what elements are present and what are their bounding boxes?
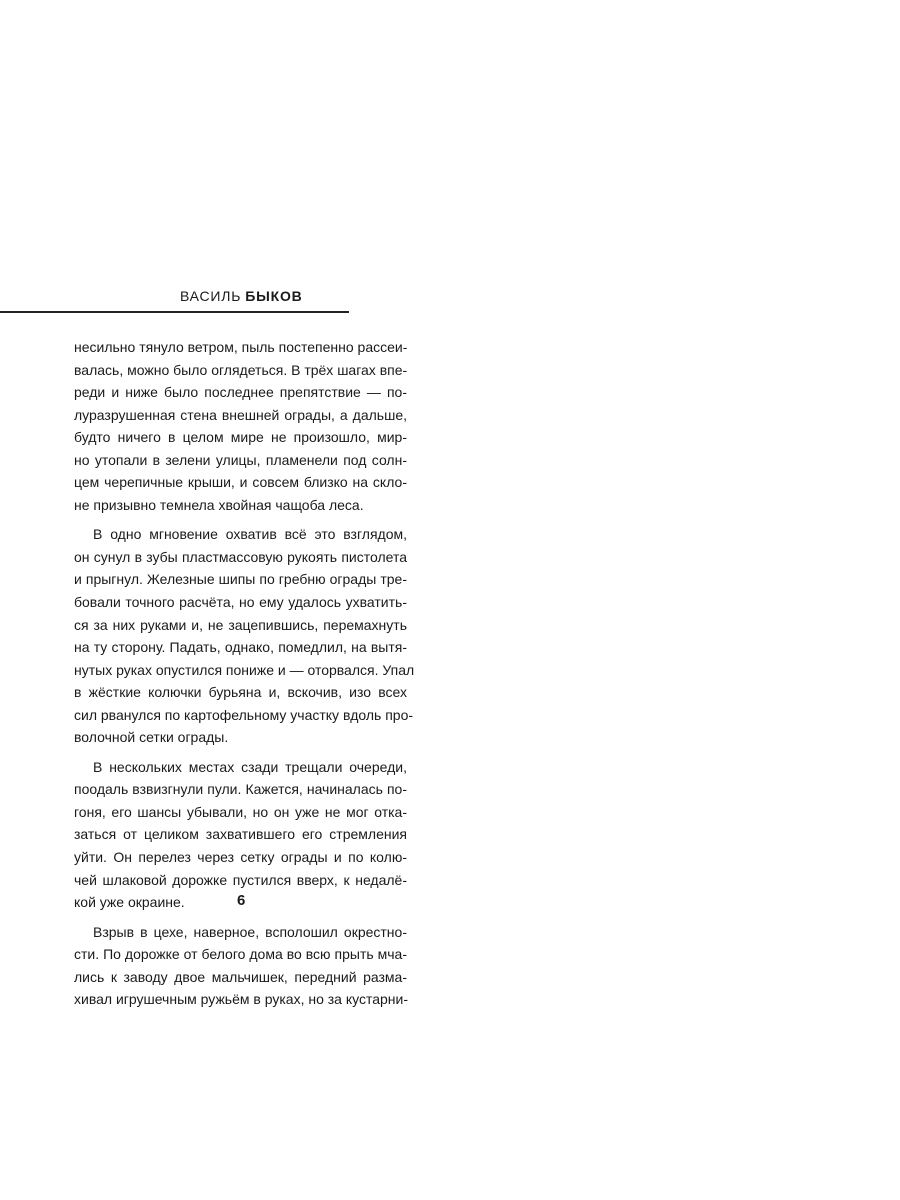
left-page-text (74, 336, 415, 1018)
text-line: будто ничего в целом мире не произошло, мир- (74, 429, 407, 446)
text-line: Взрыв в цехе, наверное, всполошил окрестно- (93, 923, 407, 940)
text-line: хивал игрушечным ружьём в руках, но за кустарни- (74, 991, 409, 1008)
text-line: уйти. Он перелез через сетку ограды и по колю- (74, 849, 407, 866)
text-line: несильно тянуло ветром, пыль постепенно рассеи- (74, 339, 408, 355)
right-page (450, 0, 900, 1200)
text-line: сил рванулся по картофельному участку вдоль про- (74, 706, 414, 723)
text-line: гоня, его шансы убывали, но он уже не мог отка- (74, 803, 407, 820)
text-line: на ту сторону. Падать, однако, помедлил, на вытя- (74, 639, 407, 656)
text-line: не призывно темнела хвойная чащоба леса. (74, 496, 364, 513)
text-line: нутых руках опустился пониже и — оторвался. Упал (74, 661, 415, 678)
text-line: реди и ниже было последнее препятствие — по- (74, 384, 407, 401)
author-first-name: ВАСИЛЬ (180, 288, 242, 304)
text-line: ся за них руками и, не зацепившись, перемахнуть (74, 616, 407, 633)
text-line: валась, можно было оглядеться. В трёх шагах впе- (74, 361, 408, 378)
text-line: лись к заводу двое мальчишек, передний разма- (74, 968, 407, 985)
text-line: и прыгнул. Железные шипы по гребню ограды тре- (74, 571, 407, 588)
page-number: 6 (237, 892, 246, 909)
text-line: заться от целиком захватившего его стремления (74, 826, 407, 843)
author-last-name: БЫКОВ (245, 288, 303, 304)
text-line: но утопали в зелени улицы, пламенели под солн- (74, 451, 407, 468)
text-line: в жёсткие колючки бурьяна и, вскочив, изо всех (74, 684, 407, 701)
text-line: луразрушенная стена внешней ограды, а дальше, (74, 406, 407, 423)
text-line: бовали точного расчёта, но ему удалось ухватить- (74, 594, 407, 611)
paragraph (74, 523, 415, 748)
text-line: сти. По дорожке от белого дома во всю прыть мча- (74, 946, 407, 963)
text-line: он сунул в зубы пластмассовую рукоять пистолета (74, 548, 407, 565)
text-line: кой уже окраине. (74, 894, 185, 911)
text-line: В одно мгновение охватив всё это взглядом, (93, 526, 407, 543)
header-rule (0, 311, 349, 313)
text-line: волочной сетки ограды. (74, 729, 229, 746)
paragraph (74, 921, 407, 1011)
text-line: цем черепичные крыши, и совсем близко на скло- (74, 474, 407, 491)
paragraph (74, 756, 407, 914)
paragraph (74, 336, 407, 516)
running-head-author (180, 288, 303, 304)
text-line: В нескольких местах сзади трещали очереди, (93, 758, 407, 775)
text-line: чей шлаковой дорожке пустился вверх, к недалё- (74, 871, 407, 888)
text-line: поодаль взвизгнули пули. Кажется, начиналась по- (74, 781, 407, 798)
